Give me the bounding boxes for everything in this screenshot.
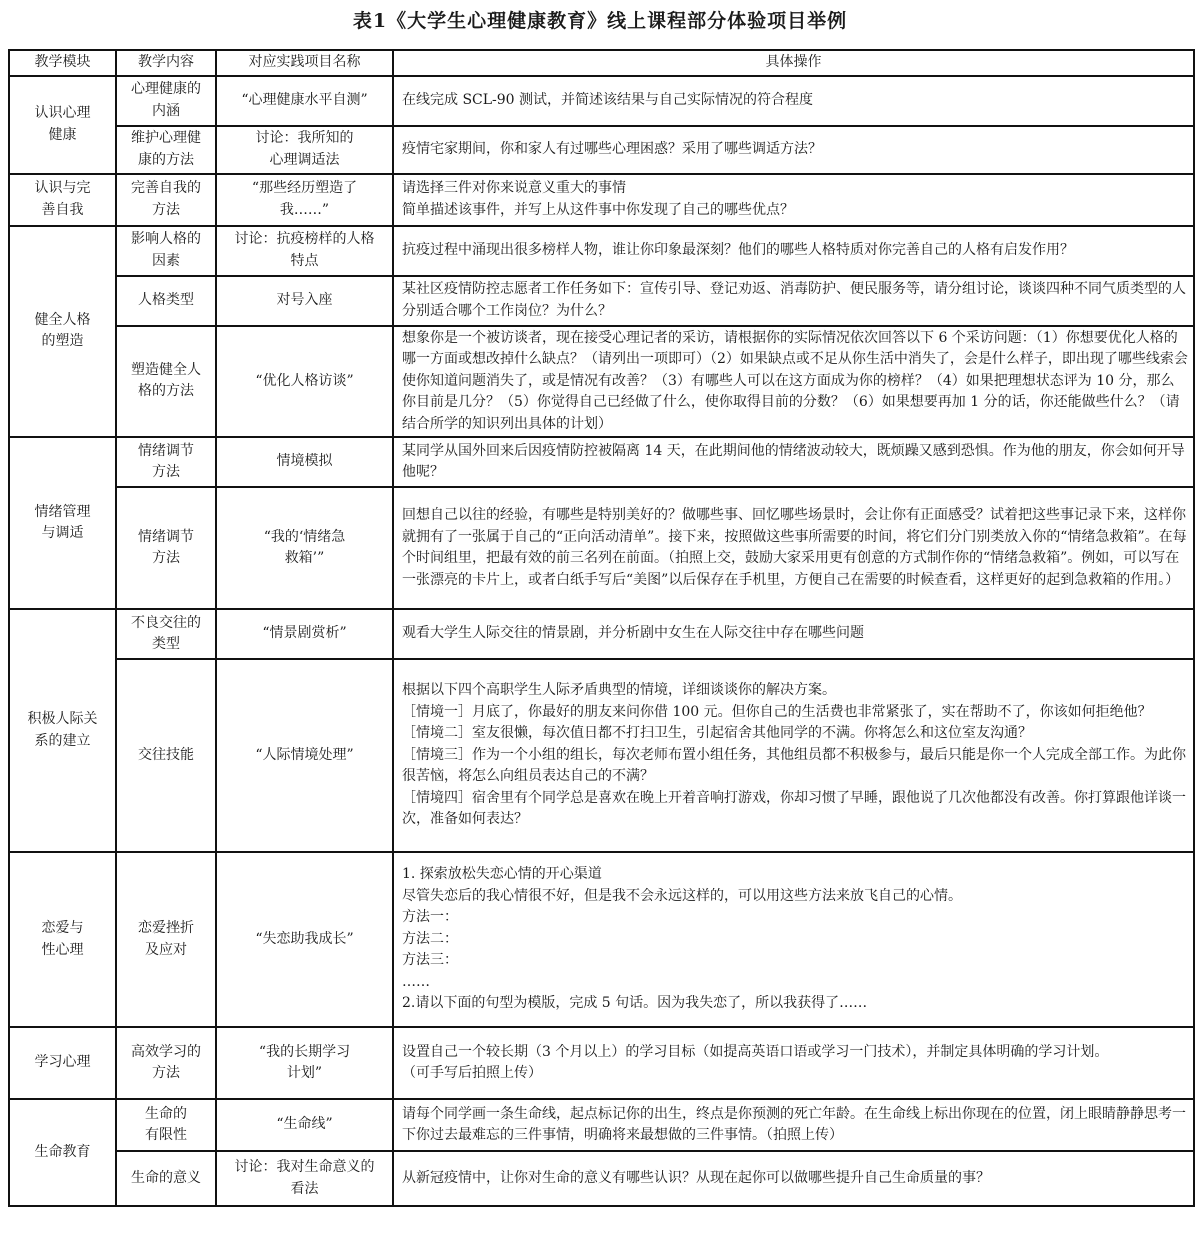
operation-cell-line: 设置自己一个较长期（3 个月以上）的学习目标（如提高英语口语或学习一门技术），并制定具体明确的学习计划。 — [402, 1043, 1109, 1060]
content-cell-line: 及应对 — [145, 941, 187, 958]
project-cell-line: “情景剧赏析” — [262, 625, 347, 642]
header-module: 教学模块 — [9, 50, 116, 76]
module-cell-line: 认识与完 — [34, 180, 91, 196]
content-cell-line: 内涵 — [152, 102, 180, 119]
content-cell-line: 方法 — [152, 464, 180, 480]
content-cell-line: 影响人格的 — [131, 231, 201, 247]
operation-cell — [393, 487, 1194, 609]
operation-cell — [393, 852, 1194, 1027]
operation-cell — [393, 276, 1194, 326]
operation-cell-line: ［情境一］月底了，你最好的朋友来问你借 100 元。但你自己的生活费也非常紧张了，实在帮助不了，你该如何拒绝他？ — [402, 703, 1152, 720]
operation-cell-line: ［情境二］室友很懒，每次值日都不打扫卫生，引起宿舍其他同学的不满。你将怎么和这位室友沟通？ — [402, 725, 1032, 742]
header-project: 对应实践项目名称 — [216, 50, 393, 76]
operation-cell-line: 根据以下四个高职学生人际矛盾典型的情境，详细谈谈你的解决方案。 — [402, 682, 836, 699]
table-row — [9, 487, 1194, 609]
project-cell-line: “人际情境处理” — [255, 746, 354, 763]
project-cell-line: 我……” — [279, 201, 330, 218]
table-row — [9, 126, 1194, 174]
operation-cell-line: 想象你是一个被访谈者，现在接受心理记者的采访，请根据你的实际情况依次回答以下 6 个采访问题：（1）你想要优化人格的哪一方面或想改掉什么缺点？（请列出一项即可）（2）如果缺点或不足从你生活中消失了，会是什么样子，即出现了哪些线索会使你知道问题消失了，或是情况有改善？（3）有哪些人可以在这方面成为你的榜样？（4）如果把理想状态评为 10 分，那么你目前是几分？（5）你觉得自己已经做了什么，使你取得目前的分数？（6）如果想要再加 1 分的话，你还能做些什么？（请结合所学的知识列出具体的计划） — [402, 329, 1188, 432]
project-cell-line: “我的长期学习 — [258, 1043, 351, 1060]
content-cell-line: 因素 — [152, 252, 180, 269]
content-cell — [116, 126, 216, 174]
module-cell — [9, 76, 116, 174]
project-cell — [216, 76, 393, 126]
table-row — [9, 852, 1194, 1027]
project-cell-line: “生命线” — [276, 1116, 333, 1133]
module-cell-line: 善自我 — [41, 201, 84, 218]
project-cell — [216, 126, 393, 174]
operation-cell — [393, 174, 1194, 226]
content-cell-line: 塑造健全人 — [131, 361, 201, 378]
content-cell — [116, 1027, 216, 1099]
project-cell-line: 救箱’” — [284, 550, 325, 566]
table-row — [9, 1027, 1194, 1099]
project-cell — [216, 437, 393, 487]
operation-cell-line: 请选择三件对你来说意义重大的事情 — [402, 180, 626, 196]
project-cell-line: 讨论：抗疫榜样的人格 — [234, 231, 375, 247]
operation-cell-line: 尽管失恋后的我心情很不好，但是我不会永远这样的，可以用这些方法来放飞自己的心情。 — [402, 887, 962, 904]
content-cell-line: 格的方法 — [138, 383, 194, 400]
project-cell — [216, 326, 393, 438]
module-cell-line: 健康 — [48, 126, 77, 143]
content-cell-line: 维护心理健 — [131, 130, 201, 146]
operation-cell — [393, 437, 1194, 487]
project-cell — [216, 174, 393, 226]
table-row — [9, 1151, 1194, 1206]
project-cell-line: 计划” — [286, 1065, 323, 1081]
operation-cell-line: 简单描述该事件，并写上从这件事中你发现了自己的哪些优点？ — [402, 201, 794, 218]
operation-cell-line: 在线完成 SCL-90 测试，并简述该结果与自己实际情况的符合程度 — [402, 91, 814, 108]
content-cell-line: 有限性 — [145, 1127, 187, 1143]
module-cell-line: 健全人格 — [34, 311, 91, 328]
table-row — [9, 76, 1194, 126]
operation-cell — [393, 126, 1194, 174]
operation-cell — [393, 1151, 1194, 1206]
operation-cell-line: 方法二： — [402, 930, 458, 947]
project-cell-line: “优化人格访谈” — [255, 372, 354, 389]
operation-cell-line: 回想自己以往的经验，有哪些是特别美好的？做哪些事、回忆哪些场景时，会让你有正面感受？试着把这些事记录下来，这样你就拥有了一张属于自己的“正向活动清单”。接下来，按照做这些事所需要的时间，将它们分门别类放入你的“情绪急救箱”。在每个时间组里，把最有效的前三名列在前面。（拍照上交，鼓励大家采用更有创意的方式制作你的“情绪急救箱”。例如，可以写在一张漂亮的卡片上，或者白纸手写后“美图”以后保存在手机里，方便自己在需要的时候查看，这样更好的起到急救箱的作用。） — [402, 507, 1187, 588]
content-cell-line: 不良交往的 — [131, 614, 201, 631]
table-row — [9, 659, 1194, 852]
module-cell-line: 情绪管理 — [34, 503, 91, 520]
content-cell — [116, 1099, 216, 1151]
content-cell-line: 心理健康的 — [131, 81, 201, 97]
module-cell — [9, 437, 116, 609]
project-cell-line: 讨论：我对生命意义的 — [234, 1159, 375, 1175]
table-row — [9, 326, 1194, 438]
table-body — [9, 76, 1194, 1207]
module-cell — [9, 1099, 116, 1206]
content-cell-line: 生命的意义 — [131, 1169, 201, 1186]
operation-cell-line: …… — [402, 973, 430, 990]
module-cell — [9, 174, 116, 226]
project-cell — [216, 852, 393, 1027]
header-row — [9, 50, 1194, 76]
module-cell-line: 与调适 — [41, 525, 84, 541]
header-content: 教学内容 — [116, 50, 216, 76]
operation-cell — [393, 659, 1194, 852]
content-cell — [116, 659, 216, 852]
table-row — [9, 174, 1194, 226]
table-row — [9, 609, 1194, 659]
project-cell — [216, 1099, 393, 1151]
module-cell — [9, 852, 116, 1027]
table-row — [9, 437, 1194, 487]
operation-cell-line: 观看大学生人际交往的情景剧，并分析剧中女生在人际交往中存在哪些问题 — [402, 625, 864, 642]
table-title: 表1《大学生心理健康教育》线上课程部分体验项目举例 — [352, 10, 848, 32]
header-operation: 具体操作 — [393, 50, 1194, 76]
project-cell — [216, 487, 393, 609]
table-row — [9, 276, 1194, 326]
content-cell — [116, 852, 216, 1027]
content-cell-line: 人格类型 — [138, 291, 194, 308]
operation-cell-line: 某同学从国外回来后因疫情防控被隔离 14 天，在此期间他的情绪波动较大，既烦躁又感到恐惧。作为他的朋友，你会如何开导他呢？ — [402, 442, 1185, 480]
content-cell-line: 方法 — [152, 550, 180, 566]
project-cell-line: 看法 — [290, 1180, 319, 1197]
operation-cell — [393, 326, 1194, 438]
project-cell-line: “失恋助我成长” — [255, 930, 354, 947]
table-row — [9, 1099, 1194, 1151]
module-cell-line: 生命教育 — [34, 1143, 91, 1160]
content-cell-line: 情绪调节 — [138, 442, 194, 459]
project-cell-line: “我的‘情绪急 — [263, 528, 346, 545]
project-cell — [216, 609, 393, 659]
content-cell — [116, 226, 216, 276]
project-cell-line: 情境模拟 — [276, 453, 333, 470]
operation-cell — [393, 226, 1194, 276]
project-cell-line: 讨论：我所知的 — [255, 130, 354, 146]
operation-cell-line: 请每个同学画一条生命线，起点标记你的出生，终点是你预测的死亡年龄。在生命线上标出你现在的位置，闭上眼睛静静思考一下你过去最难忘的三件事情，明确将来最想做的三件事情。（拍照上传） — [402, 1105, 1186, 1143]
content-cell-line: 高效学习的 — [131, 1043, 201, 1060]
operation-cell — [393, 76, 1194, 126]
project-cell-line: 特点 — [290, 252, 319, 269]
content-cell-line: 康的方法 — [138, 151, 194, 168]
content-cell-line: 完善自我的 — [131, 180, 201, 196]
module-cell — [9, 609, 116, 852]
content-cell — [116, 487, 216, 609]
module-cell-line: 积极人际关 — [27, 711, 98, 727]
module-cell — [9, 1027, 116, 1099]
content-cell-line: 方法 — [152, 1065, 180, 1081]
operation-cell-line: 某社区疫情防控志愿者工作任务如下：宣传引导、登记劝返、消毒防护、便民服务等，请分组讨论，谈谈四种不同气质类型的人分别适合哪个工作岗位？为什么？ — [402, 281, 1186, 319]
module-cell-line: 性心理 — [41, 941, 84, 958]
module-cell-line: 认识心理 — [34, 105, 91, 121]
content-cell-line: 交往技能 — [138, 746, 194, 763]
content-cell-line: 情绪调节 — [138, 528, 194, 545]
content-cell — [116, 174, 216, 226]
operation-cell-line: ［情境四］宿舍里有个同学总是喜欢在晚上开着音响打游戏，你却习惯了早睡，跟他说了几次他都没有改善。你打算跟他详谈一次，准备如何表达？ — [402, 789, 1186, 828]
experience-project-table — [8, 49, 1195, 1207]
project-cell — [216, 659, 393, 852]
module-cell — [9, 226, 116, 438]
operation-cell-line: 1. 探索放松失恋心情的开心渠道 — [402, 866, 602, 883]
content-cell — [116, 76, 216, 126]
operation-cell — [393, 609, 1194, 659]
module-cell-line: 学习心理 — [34, 1054, 91, 1071]
content-cell — [116, 609, 216, 659]
operation-cell-line: 从新冠疫情中，让你对生命的意义有哪些认识？从现在起你可以做哪些提升自己生命质量的事？ — [402, 1169, 990, 1186]
project-cell — [216, 1027, 393, 1099]
content-cell-line: 方法 — [152, 201, 180, 218]
operation-cell-line: ［情境三］作为一个小组的组长，每次老师布置小组任务，其他组员都不积极参与，最后只能是你一个人完成全部工作。为此你很苦恼，将怎么向组员表达自己的不满？ — [402, 746, 1186, 785]
content-cell-line: 恋爱挫折 — [138, 920, 194, 936]
module-cell-line: 恋爱与 — [41, 920, 84, 936]
project-cell — [216, 276, 393, 326]
project-cell — [216, 1151, 393, 1206]
table-row — [9, 226, 1194, 276]
operation-cell — [393, 1027, 1194, 1099]
operation-cell — [393, 1099, 1194, 1151]
project-cell — [216, 226, 393, 276]
project-cell-line: 心理调适法 — [269, 151, 340, 168]
content-cell — [116, 1151, 216, 1206]
operation-cell-line: （可手写后拍照上传） — [402, 1065, 542, 1081]
operation-cell-line: 抗疫过程中涌现出很多榜样人物，谁让你印象最深刻？他们的哪些人格特质对你完善自己的人格有启发作用？ — [402, 241, 1074, 258]
content-cell-line: 类型 — [152, 636, 180, 652]
module-cell-line: 的塑造 — [41, 333, 84, 350]
operation-cell-line: 疫情宅家期间，你和家人有过哪些心理困惑？采用了哪些调适方法？ — [402, 140, 822, 157]
content-cell — [116, 437, 216, 487]
project-cell-line: “那些经历塑造了 — [251, 180, 358, 196]
content-cell — [116, 326, 216, 438]
project-cell-line: 对号入座 — [276, 291, 333, 308]
operation-cell-line: 方法三： — [402, 952, 458, 969]
module-cell-line: 系的建立 — [34, 732, 91, 749]
operation-cell-line: 方法一： — [402, 909, 458, 926]
content-cell-line: 生命的 — [145, 1105, 187, 1122]
operation-cell-line: 2.请以下面的句型为模版，完成 5 句话。因为我失恋了，所以我获得了…… — [402, 995, 868, 1012]
project-cell-line: “心理健康水平自测” — [241, 91, 368, 108]
content-cell — [116, 276, 216, 326]
